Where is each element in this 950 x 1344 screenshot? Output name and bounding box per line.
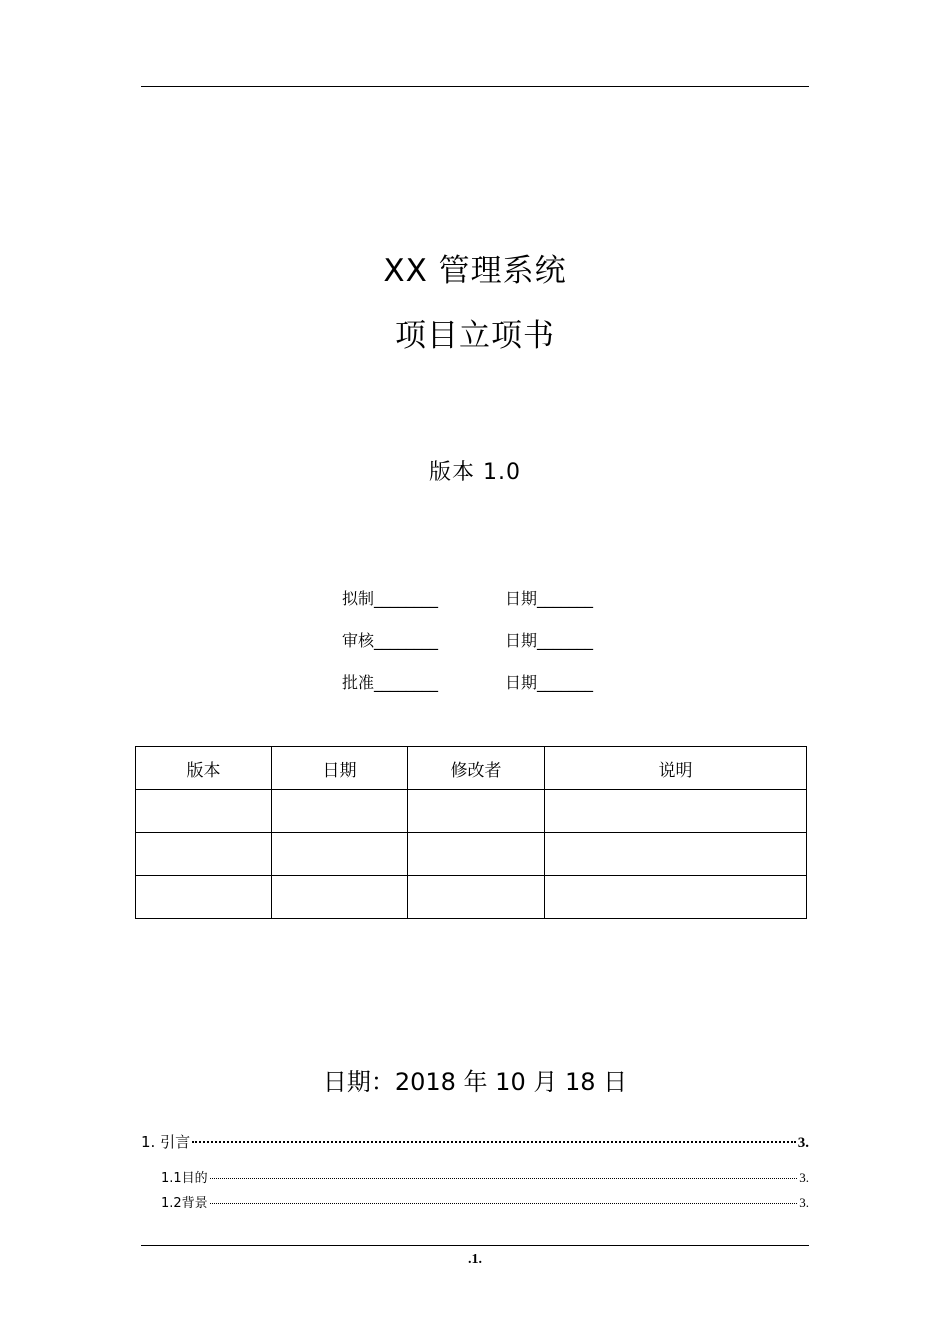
table-cell [272, 790, 408, 833]
toc-label: 1. 引言 [141, 1133, 191, 1151]
table-cell [136, 876, 272, 919]
signature-row-approve [342, 670, 594, 693]
signature-row-review [342, 628, 594, 651]
header-modifier: 修改者 [408, 747, 545, 790]
table-row [136, 790, 807, 833]
table-cell [545, 790, 807, 833]
table-cell [272, 833, 408, 876]
header-description: 说明 [545, 747, 807, 790]
table-cell [545, 833, 807, 876]
document-subtitle: 项目立项书 [395, 318, 555, 354]
header-date: 日期 [272, 747, 408, 790]
toc-label: 1.2背景 [161, 1196, 208, 1211]
toc-leader [192, 1141, 796, 1143]
toc-page: 3. [797, 1135, 809, 1151]
signature-date: 日期_______ [505, 589, 594, 608]
signature-role: 审核________ [342, 631, 439, 650]
table-cell [272, 876, 408, 919]
table-cell [408, 833, 545, 876]
table-cell [545, 876, 807, 919]
toc-label: 1.1目的 [161, 1171, 208, 1186]
toc-leader [210, 1203, 798, 1204]
header-rule [141, 86, 809, 87]
table-cell [136, 833, 272, 876]
table-cell [136, 790, 272, 833]
table-row [136, 876, 807, 919]
document-version: 版本 1.0 [429, 460, 521, 485]
toc-leader [210, 1178, 798, 1179]
revision-table [135, 746, 807, 919]
signature-date: 日期_______ [505, 673, 594, 692]
signature-row-draft [342, 586, 594, 609]
toc-page: 3. [799, 1195, 809, 1210]
footer-rule [141, 1245, 809, 1246]
table-cell [408, 876, 545, 919]
toc-entry-introduction[interactable] [141, 1131, 809, 1152]
signature-role: 批准________ [342, 673, 439, 692]
document-title: XX 管理系统 [383, 253, 567, 289]
signature-role: 拟制________ [342, 589, 439, 608]
toc-entry-purpose[interactable] [161, 1167, 809, 1186]
signature-date: 日期_______ [505, 631, 594, 650]
header-version: 版本 [136, 747, 272, 790]
page-number: .1. [468, 1252, 482, 1267]
table-row [136, 833, 807, 876]
toc-page: 3. [799, 1170, 809, 1185]
table-cell [408, 790, 545, 833]
table-header-row [136, 747, 807, 790]
document-date: 日期：2018 年 10 月 18 日 [322, 1068, 628, 1096]
toc-entry-background[interactable] [161, 1192, 809, 1211]
